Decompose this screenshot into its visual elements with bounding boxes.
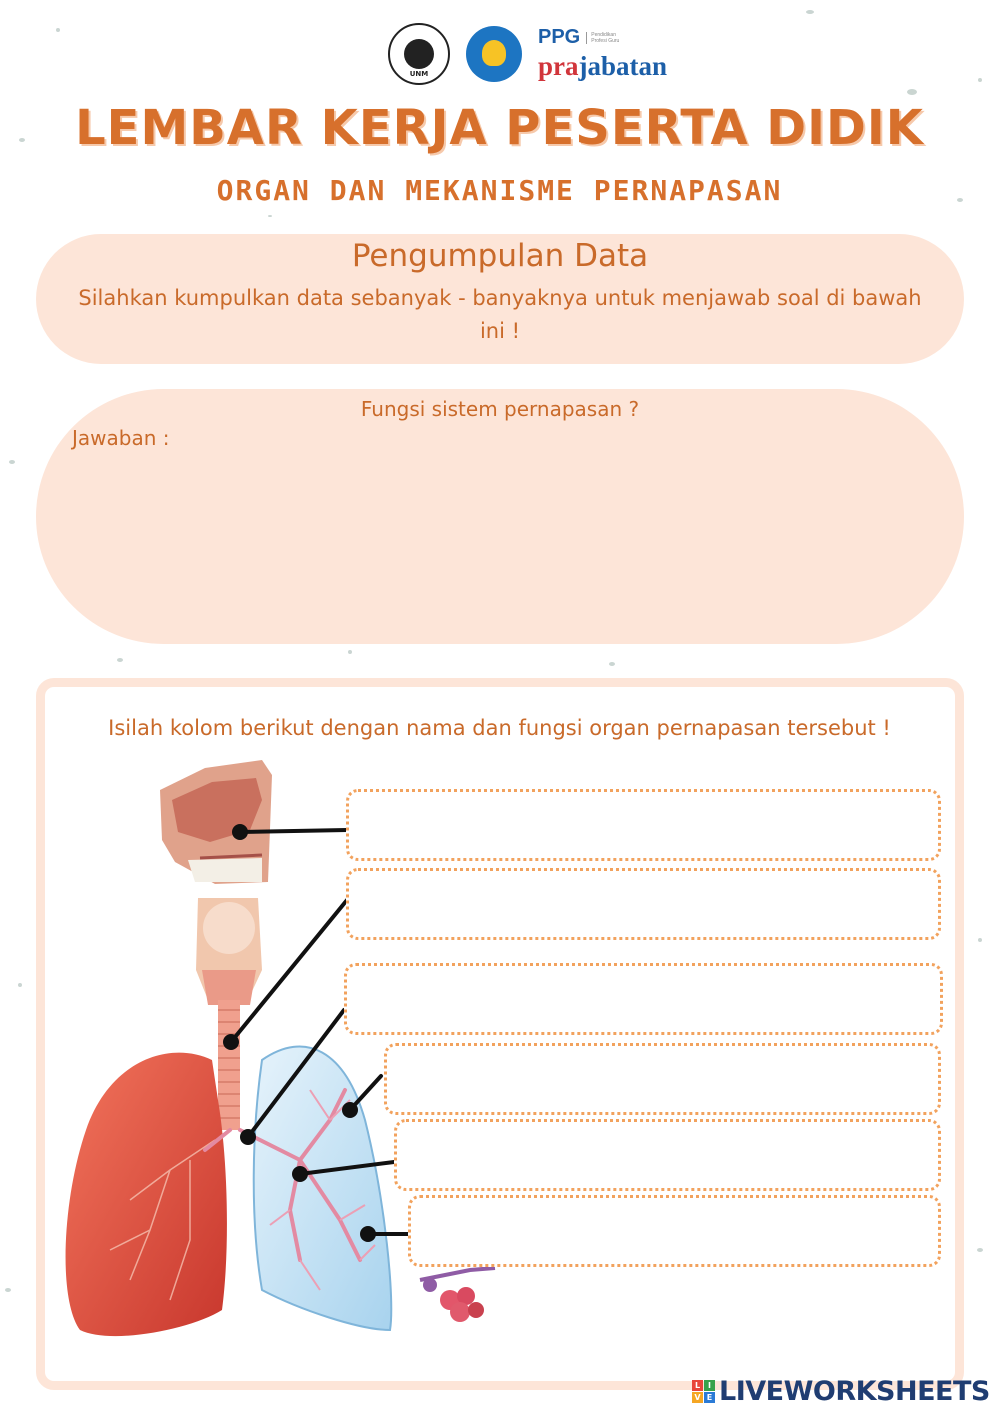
page-title: LEMBAR KERJA PESERTA DIDIK [75,100,924,156]
ppg-prajabatan-logo [538,26,667,82]
logo-letter-l: L [692,1380,703,1391]
answer-label: Jawaban : [72,426,170,450]
liveworksheets-logo-icon [692,1380,715,1403]
logo-letter-e: E [704,1392,715,1403]
question-text: Fungsi sistem pernapasan ? [360,397,640,421]
ppg-small-text: Pendidikan Profesi Guru [586,32,621,44]
unm-logo-text: UNM [409,70,429,78]
page-subtitle: ORGAN DAN MEKANISME PERNAPASAN [216,174,783,207]
answer-box-2[interactable] [346,868,941,940]
unm-logo [388,23,450,85]
logo-letter-v: V [692,1392,703,1403]
logo-letter-i: I [704,1380,715,1391]
ppg-wordmark-pre: pra [538,51,579,81]
answer-box-1[interactable] [346,789,941,861]
liveworksheets-brand[interactable]: LIVEWORKSHEETS [719,1375,990,1407]
organ-instruction: Isilah kolom berikut dengan nama dan fungsi organ pernapasan tersebut ! [108,716,891,740]
liveworksheets-footer[interactable] [692,1374,990,1408]
data-collection-heading: Pengumpulan Data [351,238,649,274]
answer-box-6[interactable] [408,1195,941,1267]
question-panel[interactable] [36,389,964,644]
data-collection-description: Silahkan kumpulkan data sebanyak - banyaknya untuk menjawab soal di bawah ini ! [78,286,922,343]
tut-wuri-handayani-logo [466,26,522,82]
data-collection-panel [36,234,964,364]
ppg-wordmark-post: jabatan [578,51,668,81]
answer-box-5[interactable] [394,1119,941,1191]
logo-row [388,22,667,86]
answer-box-3[interactable] [344,963,943,1035]
answer-box-4[interactable] [384,1043,941,1115]
ppg-brand: PPG [538,26,581,48]
